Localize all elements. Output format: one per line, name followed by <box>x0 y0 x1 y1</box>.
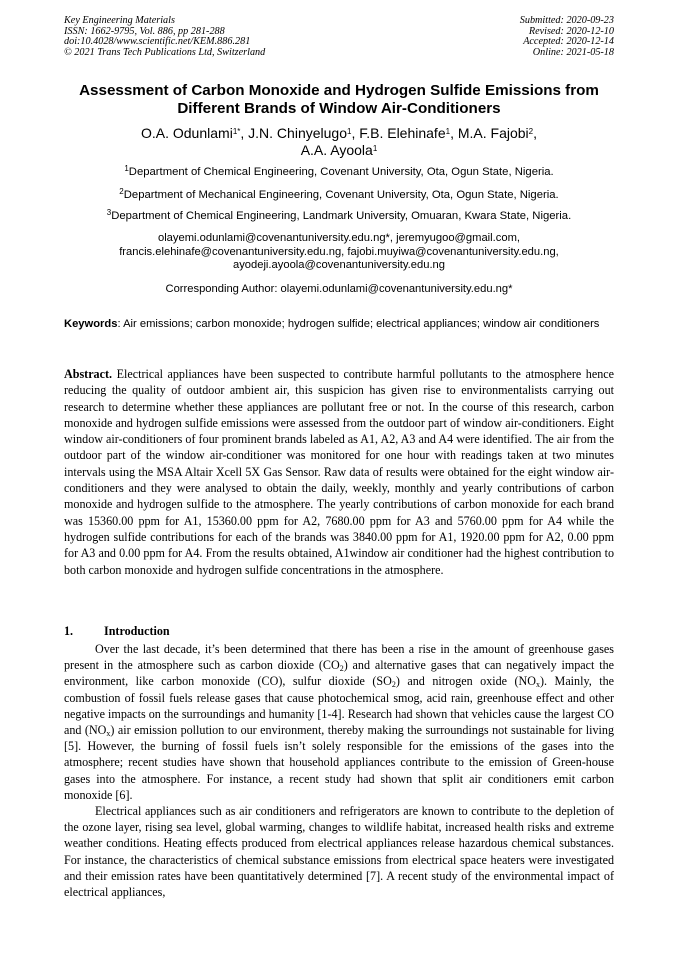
corresponding-author: Corresponding Author: olayemi.odunlami@covenantuniversity.edu.ng* <box>165 283 513 295</box>
abstract-text: Electrical appliances have been suspected to contribute harmful pollutants to the atmosphere hence reducing the quality of outdoor ambient air, this suspicion has given rise to environmentalists carrying out research to determine whether these appliances are pollutant free or not. In the course of this research, carbon monoxide and hydrogen sulfide emissions were assessed from the outdoor part of window air-conditioners. Eight window air-conditioners of four prominent brands labeled as A1, A2, A3 and A4 were identified. The air from the outdoor part of the window air-conditioner was monitored for one hour with readings taken at two minutes intervals using the MSA Altair Xcell 5X Gas Sensor. Raw data of results were obtained for the eight window air-conditioners and they were analysed to obtain the daily, weekly, monthly and yearly contributions of carbon monoxide and hydrogen sulfide to the atmosphere. The yearly contributions of carbon monoxide for each brand was 15360.00 ppm for A1, 15360.00 ppm for A2, 7680.00 ppm for A3 and 5760.00 ppm for A4 while the hydrogen sulfide contributions for each of the brands was 3840.00 ppm for A1, 1920.00 ppm for A2, 0.00 ppm for A3 and 0.00 ppm for A4. From the results obtained, A1window air conditioner had the highest contribution to both carbon monoxide and hydrogen sulfide concentrations in the atmosphere. <box>64 367 614 577</box>
abstract-label: Abstract. <box>64 367 113 381</box>
keywords <box>64 317 614 331</box>
date-accepted: Accepted: 2020-12-14 <box>523 36 614 48</box>
email-line-3[interactable]: ayodeji.ayoola@covenantuniversity.edu.ng <box>232 259 446 271</box>
section-number: 1. <box>64 624 74 638</box>
header-right <box>520 16 614 58</box>
affiliation-number: 1 <box>124 164 129 173</box>
email-line-1[interactable]: olayemi.odunlami@covenantuniversity.edu.ng*, jeremyugoo@gmail.com, <box>157 232 521 244</box>
subscript: 2 <box>339 664 344 674</box>
intro-text: Over the last decade, it’s been determined that there has been a rise in the amount of greenhouse gases present in the atmosphere such as carbon dioxide (CO <box>64 642 614 673</box>
affiliation-1 <box>30 166 648 179</box>
intro-text: ) and alternative gases that can negatively impact the environment, like carbon monoxide (CO), sulfur dioxide (SO <box>64 658 614 689</box>
author-name: M.A. Fajobi <box>457 125 529 141</box>
date-submitted: Submitted: 2020-09-23 <box>519 15 614 26</box>
subscript: x <box>536 680 541 690</box>
author-name: J.N. Chinyelugo <box>248 125 347 141</box>
author-affiliation-mark: 1 <box>372 144 378 153</box>
author-name: F.B. Elehinafe <box>359 125 446 141</box>
affiliation-number: 3 <box>106 208 112 217</box>
author-name: O.A. Odunlami <box>140 125 233 141</box>
journal-name: Key Engineering Materials <box>64 15 175 26</box>
paper-title <box>40 82 638 118</box>
subscript: x <box>106 729 111 739</box>
author-separator: , <box>533 125 537 141</box>
introduction-body <box>64 641 614 900</box>
author-list <box>40 125 638 159</box>
intro-text: ) air emission pollution to our environment, thereby making the surroundings not sustainable for living [5]. However, the burning of fossil fuels isn’t solely responsible for the emissions of the gases into the atmosphere; recent studies have shown that household appliances contribute to the emission of Green-house gases into the atmosphere. For instance, a recent study had shown that split air conditioners emit carbon monoxide [6]. <box>64 723 614 802</box>
title-line-1: Assessment of Carbon Monoxide and Hydrogen Sulfide Emissions from <box>79 82 599 99</box>
author-affiliation-mark: 1 <box>445 127 451 136</box>
author-separator: , <box>351 125 360 141</box>
email-line-2[interactable]: francis.elehinafe@covenantuniversity.edu.ng, fajobi.muyiwa@covenantuniversity.edu.ng, <box>119 245 559 258</box>
author-separator: , <box>450 125 458 141</box>
keywords-label: Keywords <box>64 318 118 330</box>
date-revised: Revised: 2020-12-10 <box>528 25 614 37</box>
affiliation-2 <box>30 189 648 202</box>
affiliation-text: Department of Chemical Engineering, Covenant University, Ota, Ogun State, Nigeria. <box>128 166 554 178</box>
section-title: Introduction <box>104 624 170 638</box>
author-emails <box>40 232 638 273</box>
author-affiliation-mark: 1 <box>346 127 352 136</box>
author-affiliation-mark: 1* <box>232 127 241 136</box>
journal-doi[interactable]: doi:10.4028/www.scientific.net/KEM.886.281 <box>64 36 251 48</box>
author-separator: , <box>240 125 249 141</box>
subscript: 2 <box>391 680 396 690</box>
date-online: Online: 2021-05-18 <box>532 46 614 58</box>
header-left <box>64 16 265 58</box>
abstract <box>64 366 614 578</box>
author-name: A.A. Ayoola <box>300 142 373 158</box>
affiliation-3 <box>30 210 648 223</box>
affiliation-number: 2 <box>119 187 124 196</box>
intro-text: ). Mainly, the combustion of fossil fuels release gases that cause photochemical smog, acid rain, greenhouse effect and other negative impacts on the surroundings and humanity [1-4]. Research had shown that vehicles cause the largest CO and (NO <box>64 674 615 738</box>
author-affiliation-mark: 2 <box>528 127 534 136</box>
intro-text: ) and nitrogen oxide (NO <box>395 674 537 689</box>
keywords-text: : Air emissions; carbon monoxide; hydrogen sulfide; electrical appliances; window air conditioners <box>117 318 600 330</box>
title-line-2: Different Brands of Window Air-Conditioners <box>177 100 501 117</box>
journal-issn: ISSN: 1662-9795, Vol. 886, pp 281-288 <box>64 25 225 37</box>
intro-paragraph-2: Electrical appliances such as air conditioners and refrigerators are known to contribute to the depletion of the ozone layer, rising sea level, global warming, changes to wildlife habitat, increased health risks and extreme weather conditions. Heating effects produced from electrical appliances release hazardous chemical substances. For instance, the characteristics of chemical substance emissions from electrical space heaters were investigated and their emission rates have been quantitatively determined [7]. A recent study of the environmental impact of electrical appliances, <box>64 804 614 900</box>
intro-paragraph-1 <box>64 641 614 803</box>
affiliation-text: Department of Chemical Engineering, Landmark University, Omuaran, Kwara State, Nigeria. <box>111 210 572 222</box>
section-heading <box>64 624 170 639</box>
journal-copyright: © 2021 Trans Tech Publications Ltd, Switzerland <box>64 46 266 58</box>
affiliation-text: Department of Mechanical Engineering, Covenant University, Ota, Ogun State, Nigeria. <box>123 189 559 201</box>
